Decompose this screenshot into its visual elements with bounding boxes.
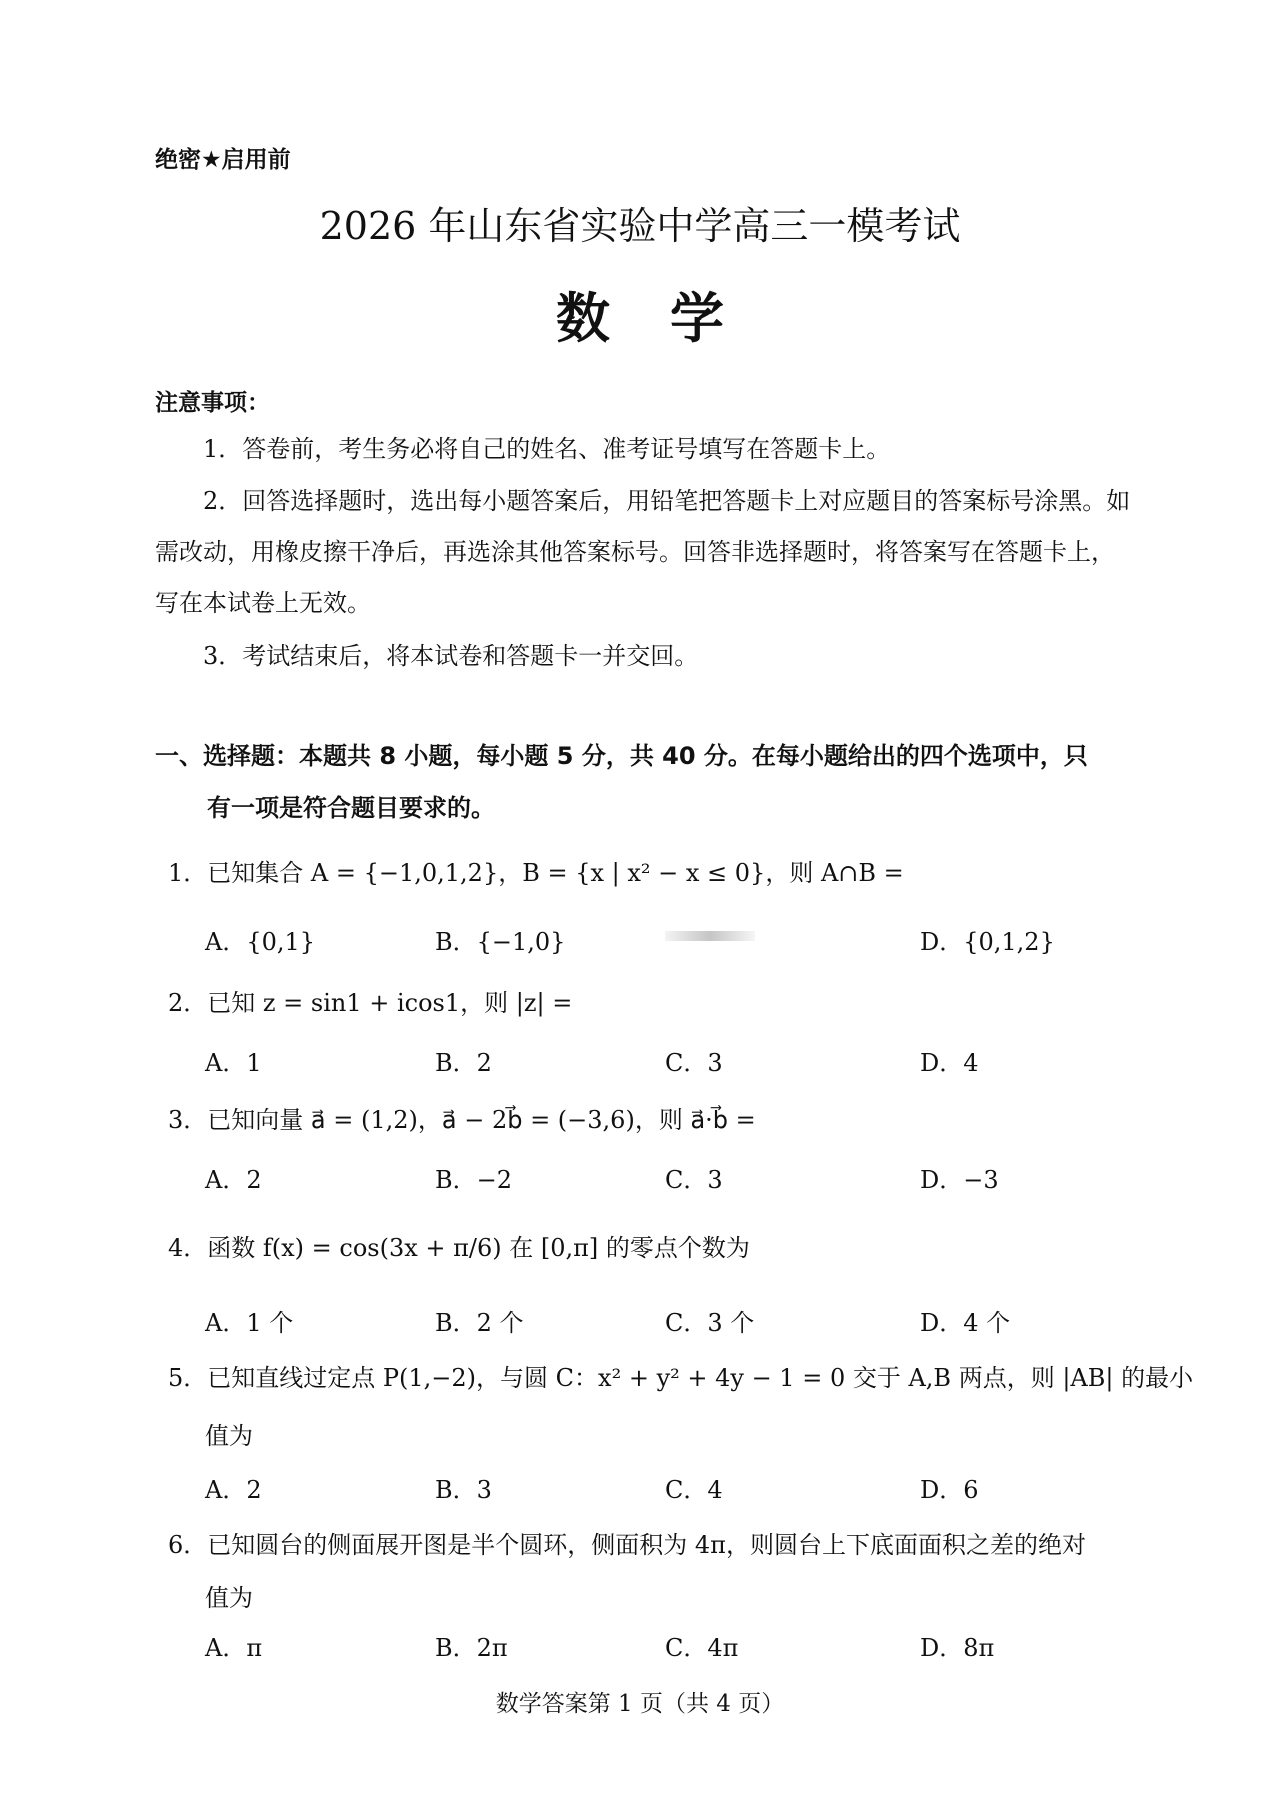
question-1-option-d: D．{0,1,2} bbox=[920, 928, 1055, 956]
section-heading bbox=[155, 730, 1145, 834]
subject-title: 数学 bbox=[556, 287, 784, 350]
question-3-option-d: D．−3 bbox=[920, 1166, 999, 1194]
question-3-option-b: B．−2 bbox=[435, 1166, 513, 1194]
question-3-stem: 3．已知向量 a⃗ = (1,2)，a⃗ − 2b⃗ = (−3,6)，则 a⃗·b⃗ = bbox=[168, 1106, 756, 1134]
question-6-option-c: C．4π bbox=[665, 1634, 739, 1662]
question-5-option-a: A．2 bbox=[205, 1476, 262, 1504]
question-5-stem: 5．已知直线过定点 P(1,−2)，与圆 C：x² + y² + 4y − 1 = 0 交于 A,B 两点，则 |AB| 的最小 bbox=[168, 1364, 1194, 1392]
question-4-stem: 4．函数 f(x) = cos(3x + π/6) 在 [0,π] 的零点个数为 bbox=[168, 1234, 750, 1262]
exam-title: 2026 年山东省实验中学高三一模考试 bbox=[319, 204, 961, 248]
question-6-stem: 6．已知圆台的侧面展开图是半个圆环，侧面积为 4π，则圆台上下底面面积之差的绝对 bbox=[168, 1531, 1086, 1559]
note-item-3: 3．考试结束后，将本试卷和答题卡一并交回。 bbox=[203, 642, 699, 670]
question-2-option-c: C．3 bbox=[665, 1049, 723, 1077]
section-heading-line2: 有一项是符合题目要求的。 bbox=[207, 794, 495, 822]
question-2-option-b: B．2 bbox=[435, 1049, 492, 1077]
question-4-option-b: B．2 个 bbox=[435, 1309, 524, 1337]
question-4-option-c: C．3 个 bbox=[665, 1309, 755, 1337]
question-6-option-d: D．8π bbox=[920, 1634, 995, 1662]
question-1-option-c-smudge bbox=[665, 931, 755, 941]
confidential-label: 绝密★启用前 bbox=[155, 147, 291, 173]
question-2-option-d: D．4 bbox=[920, 1049, 979, 1077]
question-5-option-b: B．3 bbox=[435, 1476, 492, 1504]
question-1-option-a: A．{0,1} bbox=[205, 928, 316, 956]
question-3-option-c: C．3 bbox=[665, 1166, 723, 1194]
note-item-2: 2．回答选择题时，选出每小题答案后，用铅笔把答题卡上对应题目的答案标号涂黑。如需改动，用橡皮擦干净后，再选涂其他答案标号。回答非选择题时，将答案写在答题卡上，写在本试卷上无效。 bbox=[155, 487, 1131, 617]
notes-heading: 注意事项： bbox=[155, 390, 270, 416]
question-6-option-a: A．π bbox=[205, 1634, 263, 1662]
question-4-option-d: D．4 个 bbox=[920, 1309, 1011, 1337]
question-4-option-a: A．1 个 bbox=[205, 1309, 294, 1337]
question-1-stem: 1．已知集合 A = {−1,0,1,2}，B = {x | x² − x ≤ 0}，则 A∩B = bbox=[168, 859, 904, 887]
question-2-stem: 2．已知 z = sin1 + icos1，则 |z| = bbox=[168, 989, 573, 1017]
question-3-option-a: A．2 bbox=[205, 1166, 262, 1194]
page-footer: 数学答案第 1 页（共 4 页） bbox=[495, 1691, 785, 1717]
question-6-option-b: B．2π bbox=[435, 1634, 508, 1662]
note-item-1: 1．答卷前，考生务必将自己的姓名、准考证号填写在答题卡上。 bbox=[203, 435, 891, 463]
question-6-stem-continued: 值为 bbox=[205, 1584, 253, 1612]
question-2-option-a: A．1 bbox=[205, 1049, 262, 1077]
question-5-stem-continued: 值为 bbox=[205, 1422, 253, 1450]
section-heading-line1: 一、选择题：本题共 8 小题，每小题 5 分，共 40 分。在每小题给出的四个选项中，只 bbox=[155, 742, 1088, 770]
question-5-option-c: C．4 bbox=[665, 1476, 723, 1504]
question-1-option-b: B．{−1,0} bbox=[435, 928, 566, 956]
question-5-option-d: D．6 bbox=[920, 1476, 979, 1504]
